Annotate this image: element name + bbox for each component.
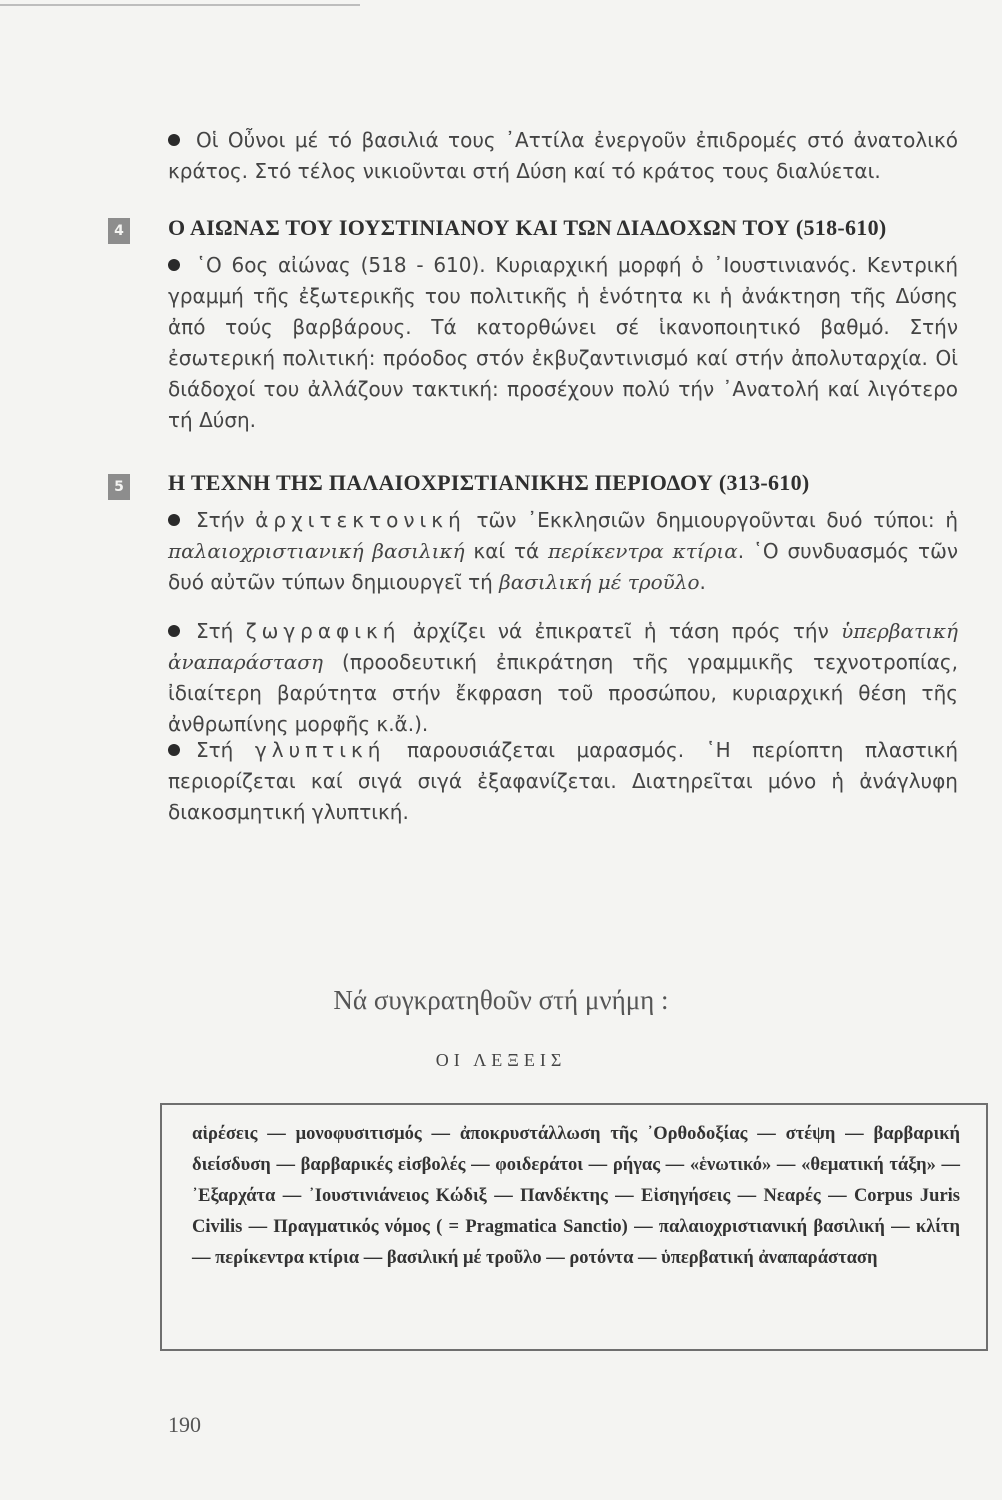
- key-terms-text: αἱρέσεις — μονοφυσιτισμός — ἀποκρυστάλλωση τῆς ᾽Ορθοδοξίας — στέψη — βαρβαρική διείσδυση — βαρβαρικές εἰσβολές — φοιδεράτοι — ρήγας — «ἑνωτικό» — «θεματική τάξη» — ᾽Εξαρχάτα — ᾽Ιουστινιάνειος Κώδιξ — Πανδέκτης — Εἰσηγήσεις — Νεαρές — Corpus Juris Civilis — Πραγματικός νόμος ( = Pragmatica Sanctio) — παλαιοχριστιανική βασιλική — κλίτη — περίκεντρα κτίρια — βασιλική μέ τροῦλο — ροτόντα — ὑπερβατική ἀναπαράσταση: [192, 1124, 960, 1268]
- section-heading: Η ΤΕΧΝΗ ΤΗΣ ΠΑΛΑΙΟΧΡΙΣΤΙΑΝΙΚΗΣ ΠΕΡΙΟΔΟΥ (313-610): [168, 470, 810, 495]
- intro-bullet-text: Οἱ Οὖνοι μέ τό βασιλιά τους ᾽Αττίλα ἐνεργοῦν ἐπιδρομές στό ἀνατολικό κράτος. Στό τέλος νικιοῦνται στή Δύση καί τό κράτος τους διαλύεται.: [168, 128, 958, 183]
- bullet-icon: [168, 259, 180, 271]
- key-terms-box: [160, 1103, 988, 1351]
- bullet-icon: [168, 134, 180, 146]
- section-body-paragraph: [168, 250, 958, 436]
- italic-term: βασιλική μέ τροῦλο: [499, 570, 700, 594]
- painting-paragraph: Στή ζωγραφική ἀρχίζει νά ἐπικρατεῖ ἡ τάση πρός τήν ὑπερβατική ἀναπαράσταση (προοδευτική ἐπικράτηση τῆς γραμμικῆς τεχνοτροπίας, ἰδιαίτερη βαρύτητα στήν ἔκφραση τοῦ προσώπου, κυριαρχική θέση τῆς ἀνθρωπίνης μορφῆς κ.ἄ.).: [168, 619, 958, 736]
- section-number-badge: 5: [108, 474, 130, 500]
- page-number: 190: [168, 1412, 201, 1437]
- keyword-sculpture: γλυπτική: [254, 738, 386, 762]
- sculpture-paragraph: Στή γλυπτική παρουσιάζεται μαρασμός. ῾Η περίοπτη πλαστική περιορίζεται καί σιγά σιγά ἐξαφανίζεται. Διατηρεῖται μόνο ἡ ἀνάγλυφη διακοσμητική γλυπτική.: [168, 738, 958, 824]
- architecture-paragraph: Στήν ἀρχιτεκτονική τῶν ᾽Εκκλησιῶν δημιουργοῦνται δυό τύποι: ἡ παλαιοχριστιανική βασιλική καί τά περίκεντρα κτίρια. ῾Ο συνδυασμός τῶν δυό αὐτῶν τύπων δημιουργεῖ τή βασιλική μέ τροῦλο.: [168, 508, 959, 594]
- top-rule: [0, 4, 360, 6]
- bullet-icon: [168, 625, 180, 637]
- keyword-architecture: ἀρχιτεκτονική: [255, 508, 466, 532]
- italic-term: περίκεντρα κτίρια: [547, 539, 738, 563]
- italic-term: ὑπερβατική ἀναπαράσταση: [168, 619, 958, 674]
- italic-term: παλαιοχριστιανική βασιλική: [168, 539, 465, 563]
- words-title: ΟΙ ΛΕΞΕΙΣ: [435, 1050, 567, 1070]
- bullet-icon: [168, 744, 180, 756]
- section-body-text: ῾Ο 6ος αἰώνας (518 - 610). Κυριαρχική μορφή ὁ ᾽Ιουστινιανός. Κεντρική γραμμή τῆς ἐξωτερικῆς του πολιτικῆς ἡ ἑνότητα κι ἡ ἀνάκτηση τῆς Δύσης ἀπό τούς βαρβάρους. Τά κατορθώνει σέ ἱκανοποιητικό βαθμό. Στήν ἐσωτερική πολιτική: πρόοδος στόν ἐκβυζαντινισμό καί στήν ἀπολυταρχία. Οἱ διάδοχοί του ἀλλάζουν τακτική: προσέχουν πολύ τήν ᾽Ανατολή καί λιγότερο τή Δύση.: [168, 253, 958, 432]
- remember-heading: Νά συγκρατηθοῦν στή μνήμη :: [333, 985, 669, 1015]
- intro-bullet-paragraph: [168, 125, 958, 187]
- keyword-painting: ζωγραφική: [245, 619, 401, 643]
- section-heading: Ο ΑΙΩΝΑΣ ΤΟΥ ΙΟΥΣΤΙΝΙΑΝΟΥ ΚΑΙ ΤΩΝ ΔΙΑΔΟΧΩΝ ΤΟΥ (518-610): [168, 215, 887, 240]
- bullet-icon: [168, 514, 180, 526]
- section-number-badge: 4: [108, 218, 130, 244]
